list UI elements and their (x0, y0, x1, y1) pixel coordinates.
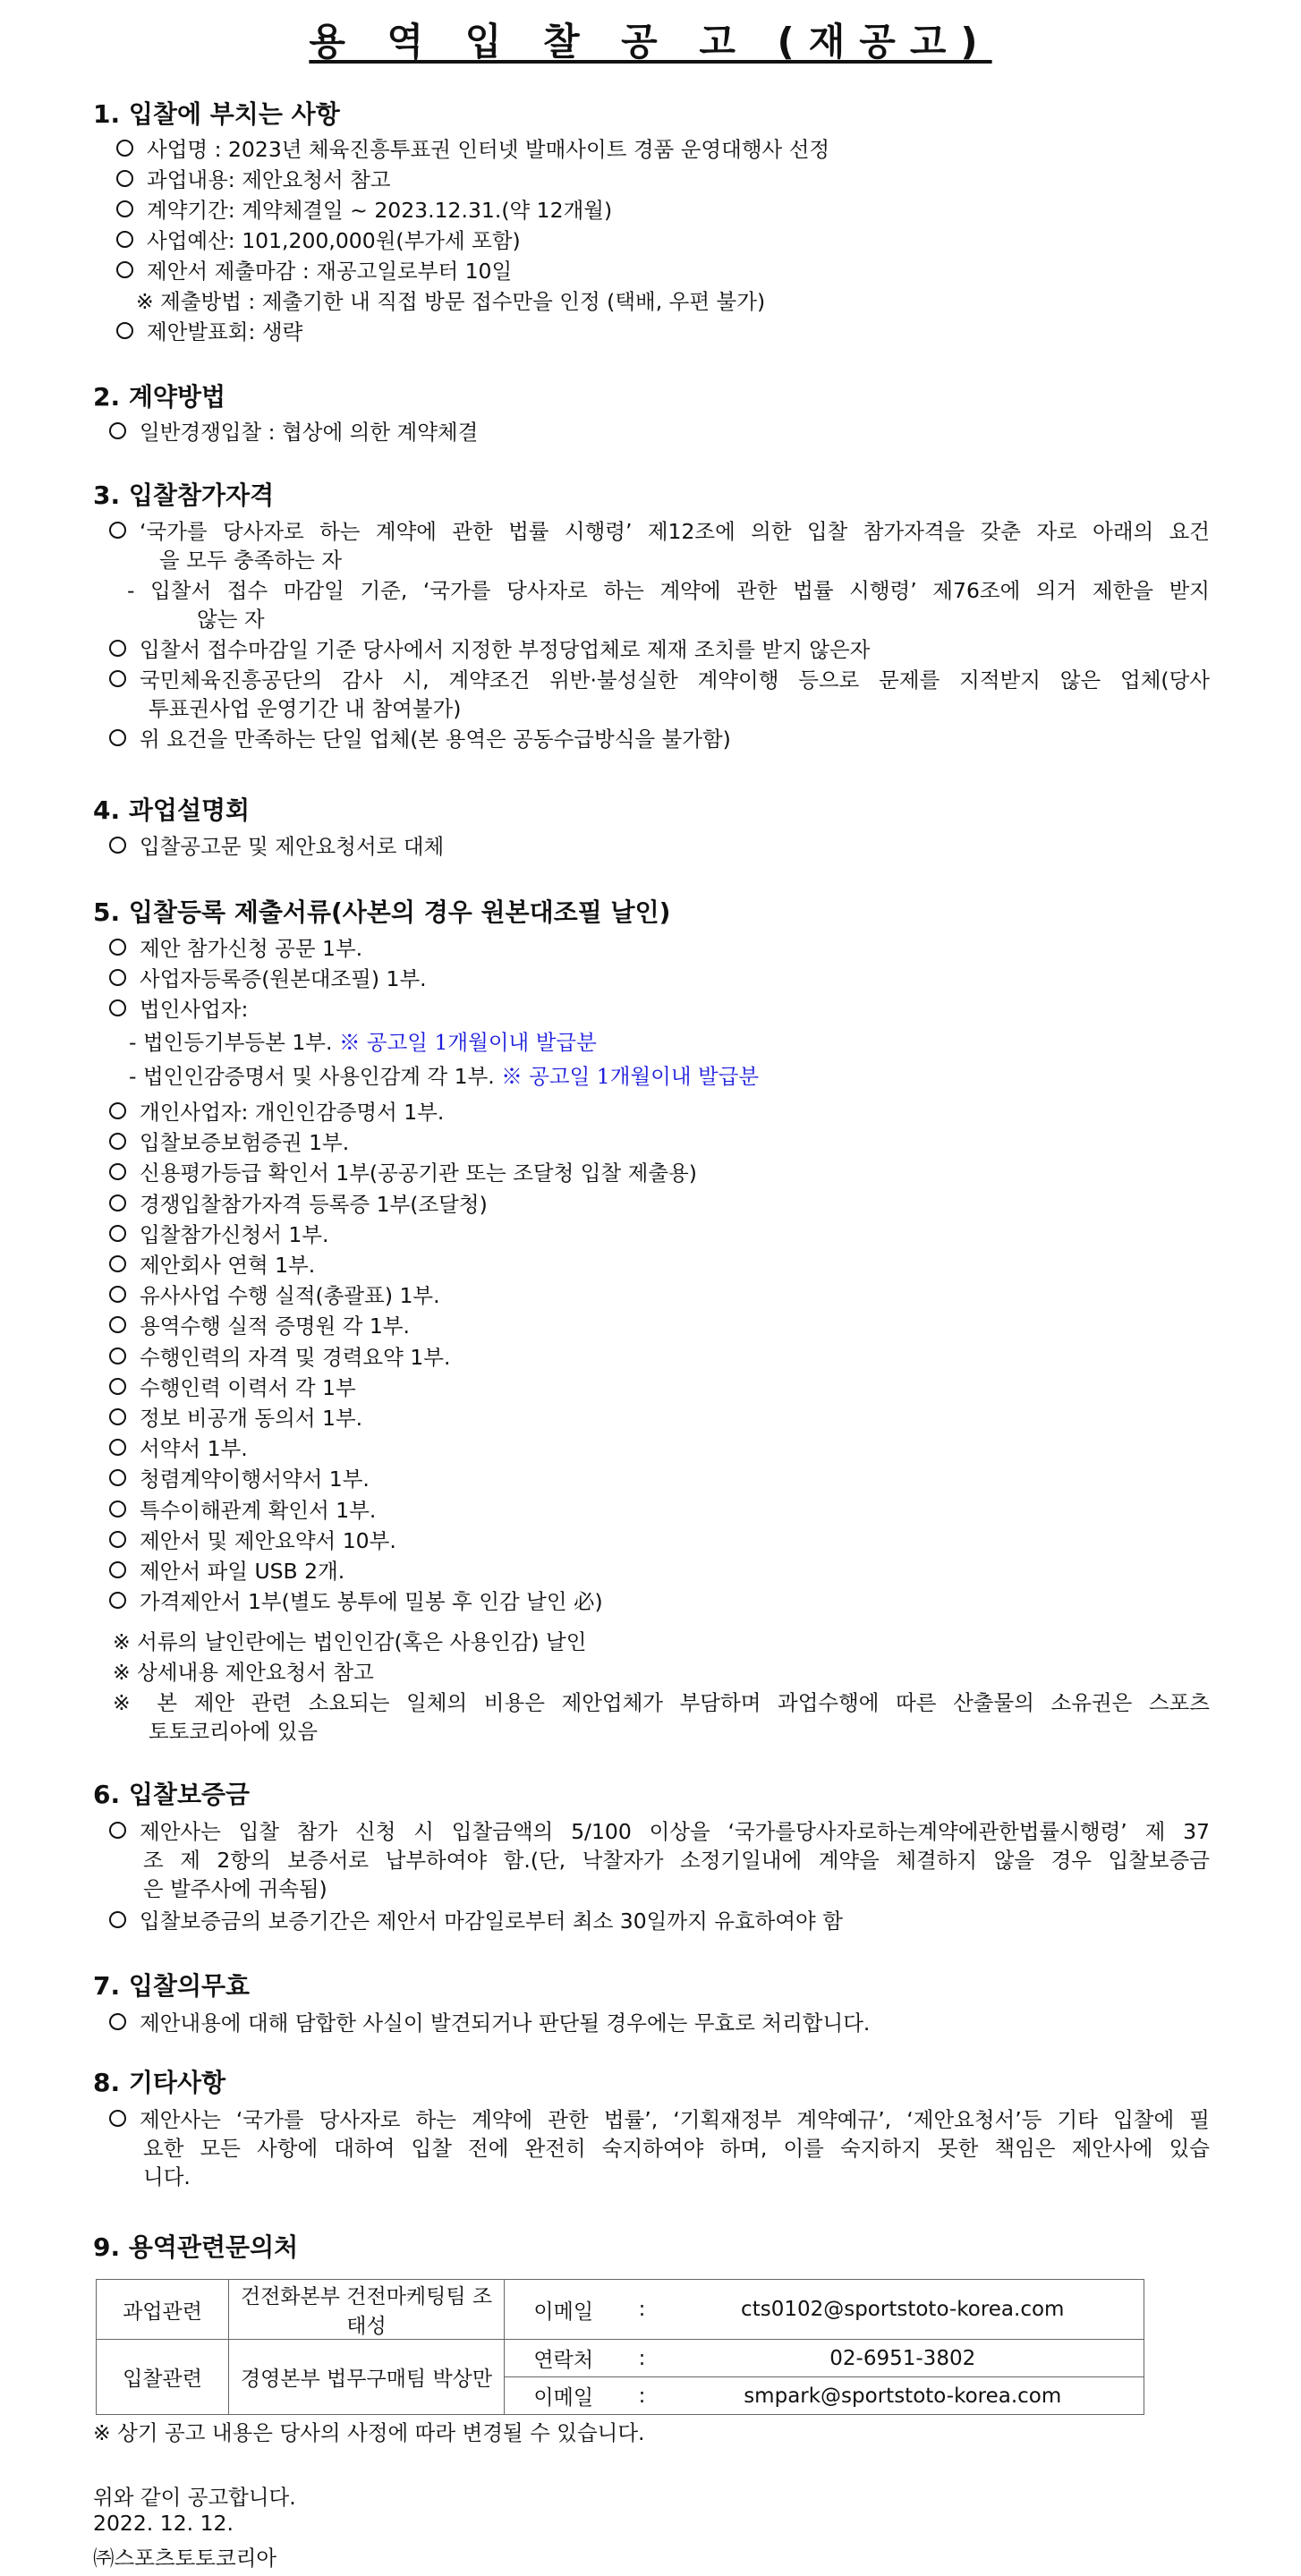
s5-note-3-line-1: ※ 본 제안 관련 소요되는 일체의 비용은 제안업체가 부담하며 과업수행에 따른 산출물의 소유권은 스포츠 (113, 1690, 1210, 1715)
circle-bullet-icon (109, 1348, 126, 1365)
circle-bullet-icon (109, 422, 126, 439)
section-9-heading: 9. 용역관련문의처 (93, 2232, 299, 2262)
contact-label: 연락처 (505, 2340, 623, 2377)
page-title: 용 역 입 찰 공 고 (재공고) (309, 20, 992, 64)
section-4-heading: 4. 과업설명회 (93, 795, 251, 825)
change-notice: ※ 상기 공고 내용은 당사의 사정에 따라 변경될 수 있습니다. (93, 2420, 645, 2445)
circle-bullet-icon (116, 140, 133, 157)
contact-category: 입찰관련 (97, 2340, 229, 2415)
circle-bullet-icon (109, 1102, 126, 1119)
circle-bullet-icon (109, 1439, 126, 1456)
circle-bullet-icon (109, 837, 126, 854)
s1-item-6: 제안발표회: 생략 (147, 319, 303, 344)
section-7-heading: 7. 입찰의무효 (93, 1971, 251, 2001)
s1-item-1: 사업명 : 2023년 체육진흥투표권 인터넷 발매사이트 경품 운영대행사 선정 (147, 137, 830, 162)
contact-category: 과업관련 (97, 2280, 229, 2340)
s8-item-line-1: 제안사는 ‘국가를 당사자로 하는 계약에 관한 법률’, ‘기획재정부 계약예규’, ‘제안요청서’등 기타 입찰에 필 (140, 2107, 1210, 2132)
circle-bullet-icon (109, 670, 126, 687)
contact-email: smpark@sportstoto-korea.com (662, 2377, 1144, 2415)
circle-bullet-icon (109, 1822, 126, 1839)
contact-department: 건전화본부 건전마케팅팀 조태성 (229, 2280, 505, 2340)
s5-note-3-line-2: 토토코리아에 있음 (149, 1719, 319, 1744)
circle-bullet-icon (109, 1911, 126, 1928)
circle-bullet-icon (109, 1255, 126, 1272)
table-row (97, 2280, 1144, 2340)
list-item: 입찰보증보험증권 1부. (140, 1130, 350, 1155)
s6-item-1-line-3: 은 발주사에 귀속됨) (143, 1876, 327, 1901)
list-item: 신용평가등급 확인서 1부(공공기관 또는 조달청 입찰 제출용) (140, 1160, 697, 1186)
list-item: 제안회사 연혁 1부. (140, 1253, 316, 1278)
s6-item-2: 입찰보증금의 보증기간은 제안서 마감일로부터 최소 30일까지 유효하여야 함 (140, 1909, 843, 1934)
circle-bullet-icon (109, 1286, 126, 1303)
list-item: 입찰참가신청서 1부. (140, 1222, 329, 1247)
list-item: 가격제안서 1부(별도 봉투에 밀봉 후 인감 날인 必) (140, 1589, 603, 1614)
circle-bullet-icon (116, 170, 133, 187)
circle-bullet-icon (116, 322, 133, 339)
s1-item-2: 과업내용: 제안요청서 참고 (147, 167, 391, 192)
list-item: 제안서 및 제안요약서 10부. (140, 1528, 396, 1553)
s5-sub-item-1: - 법인등기부등본 1부. ※ 공고일 1개월이내 발급분 (129, 1030, 597, 1055)
circle-bullet-icon (116, 200, 133, 217)
circle-bullet-icon (116, 231, 133, 248)
s1-submission-note: ※ 제출방법 : 제출기한 내 직접 방문 접수만을 인정 (택배, 우편 불가) (136, 289, 766, 314)
s8-item-line-3: 니다. (143, 2164, 191, 2189)
s5-note-2: ※ 상세내용 제안요청서 참고 (113, 1660, 374, 1685)
s3-sub-line-1: - 입찰서 접수 마감일 기준, ‘국가를 당사자로 하는 계약에 관한 법률 시행령’ 제76조에 의거 제한을 받지 (127, 578, 1210, 603)
contact-separator: : (623, 2340, 662, 2377)
list-item: 정보 비공개 동의서 1부. (140, 1406, 363, 1431)
circle-bullet-icon (109, 1561, 126, 1578)
s5-note-1: ※ 서류의 날인란에는 법인인감(혹은 사용인감) 날인 (113, 1629, 587, 1654)
section-3-heading: 3. 입찰참가자격 (93, 480, 275, 510)
list-item: 수행인력 이력서 각 1부 (140, 1375, 356, 1400)
s7-item: 제안내용에 대해 담합한 사실이 발견되거나 판단될 경우에는 무효로 처리합니다. (140, 2011, 871, 2036)
section-8-heading: 8. 기타사항 (93, 2068, 226, 2097)
s3-item-3-line-2: 투표권사업 운영기간 내 참여불가) (149, 696, 462, 721)
s5-item-3: 법인사업자: (140, 997, 249, 1022)
contact-table (96, 2279, 1144, 2415)
contact-phone: 02-6951-3802 (662, 2340, 1144, 2377)
s3-item-3-line-1: 국민체육진흥공단의 감사 시, 계약조건 위반·불성실한 계약이행 등으로 문제를 지적받지 않은 업체(당사 (140, 667, 1210, 693)
list-item: 경쟁입찰참가자격 등록증 1부(조달청) (140, 1192, 488, 1217)
s3-item-2: 입찰서 접수마감일 기준 당사에서 지정한 부정당업체로 제재 조치를 받지 않은자 (140, 637, 871, 662)
list-item: 서약서 1부. (140, 1436, 248, 1461)
circle-bullet-icon (109, 1469, 126, 1486)
s5-item-1: 제안 참가신청 공문 1부. (140, 936, 363, 961)
s3-sub-line-2: 않는 자 (197, 607, 265, 632)
circle-bullet-icon (109, 999, 126, 1016)
contact-label: 이메일 (505, 2280, 623, 2340)
contact-label: 이메일 (505, 2377, 623, 2415)
s3-item-1-line-2: 을 모두 충족하는 자 (159, 548, 343, 573)
circle-bullet-icon (109, 1531, 126, 1548)
contact-separator: : (623, 2377, 662, 2415)
circle-bullet-icon (109, 729, 126, 746)
table-row (97, 2340, 1144, 2377)
s8-item-line-2: 요한 모든 사항에 대하여 입찰 전에 완전히 숙지하여야 하며, 이를 숙지하지 못한 책임은 제안사에 있습 (143, 2136, 1210, 2161)
s5-sub-item-2: - 법인인감증명서 및 사용인감계 각 1부. ※ 공고일 1개월이내 발급분 (129, 1064, 760, 1089)
s5-item-2: 사업자등록증(원본대조필) 1부. (140, 966, 427, 991)
circle-bullet-icon (109, 1316, 126, 1333)
list-item: 개인사업자: 개인인감증명서 1부. (140, 1100, 445, 1125)
closing-statement: 위와 같이 공고합니다. (93, 2485, 296, 2510)
contact-department: 경영본부 법무구매팀 박상만 (229, 2340, 505, 2415)
list-item: 수행인력의 자격 및 경력요약 1부. (140, 1345, 451, 1370)
circle-bullet-icon (109, 969, 126, 986)
circle-bullet-icon (109, 1133, 126, 1150)
circle-bullet-icon (109, 1378, 126, 1395)
list-item: 용역수행 실적 증명원 각 1부. (140, 1314, 411, 1339)
circle-bullet-icon (109, 522, 126, 539)
circle-bullet-icon (109, 939, 126, 956)
announcement-date: 2022. 12. 12. (93, 2511, 234, 2536)
circle-bullet-icon (109, 2013, 126, 2030)
circle-bullet-icon (109, 1501, 126, 1518)
s4-item: 입찰공고문 및 제안요청서로 대체 (140, 834, 445, 859)
s5-sub-item-1-note: ※ 공고일 1개월이내 발급분 (338, 1030, 597, 1055)
circle-bullet-icon (109, 640, 126, 657)
s1-item-3: 계약기간: 계약체결일 ~ 2023.12.31.(약 12개월) (147, 198, 613, 223)
list-item: 특수이해관계 확인서 1부. (140, 1498, 377, 1523)
company-name: ㈜스포츠토토코리아 (93, 2546, 277, 2571)
section-6-heading: 6. 입찰보증금 (93, 1780, 251, 1809)
s3-item-1-line-1: ‘국가를 당사자로 하는 계약에 관한 법률 시행령’ 제12조에 의한 입찰 참가자격을 갖춘 자로 아래의 요건 (140, 519, 1210, 544)
circle-bullet-icon (109, 1194, 126, 1211)
s1-item-4: 사업예산: 101,200,000원(부가세 포함) (147, 228, 521, 253)
list-item: 제안서 파일 USB 2개. (140, 1559, 345, 1584)
list-item: 유사사업 수행 실적(총괄표) 1부. (140, 1283, 440, 1308)
circle-bullet-icon (109, 2110, 126, 2127)
s6-item-1-line-2: 조 제 2항의 보증서로 납부하여야 함.(단, 낙찰자가 소정기일내에 계약을 체결하지 않을 경우 입찰보증금 (143, 1848, 1210, 1873)
circle-bullet-icon (109, 1225, 126, 1242)
contact-email: cts0102@sportstoto-korea.com (662, 2280, 1144, 2340)
list-item: 청렴계약이행서약서 1부. (140, 1467, 370, 1492)
s5-sub-item-2-note: ※ 공고일 1개월이내 발급분 (501, 1064, 760, 1089)
circle-bullet-icon (109, 1163, 126, 1180)
section-2-heading: 2. 계약방법 (93, 382, 226, 412)
circle-bullet-icon (109, 1408, 126, 1425)
section-5-heading: 5. 입찰등록 제출서류(사본의 경우 원본대조필 날인) (93, 897, 671, 927)
s1-item-5: 제안서 제출마감 : 재공고일로부터 10일 (147, 259, 513, 284)
s6-item-1-line-1: 제안사는 입찰 참가 신청 시 입찰금액의 5/100 이상을 ‘국가를당사자로하는계약에관한법률시행령’ 제 37 (140, 1819, 1210, 1844)
circle-bullet-icon (109, 1592, 126, 1609)
s2-item: 일반경쟁입찰 : 협상에 의한 계약체결 (140, 420, 479, 445)
s3-item-4: 위 요건을 만족하는 단일 업체(본 용역은 공동수급방식을 불가함) (140, 727, 731, 752)
section-1-heading: 1. 입찰에 부치는 사항 (93, 99, 340, 129)
contact-separator: : (623, 2280, 662, 2340)
circle-bullet-icon (116, 261, 133, 278)
